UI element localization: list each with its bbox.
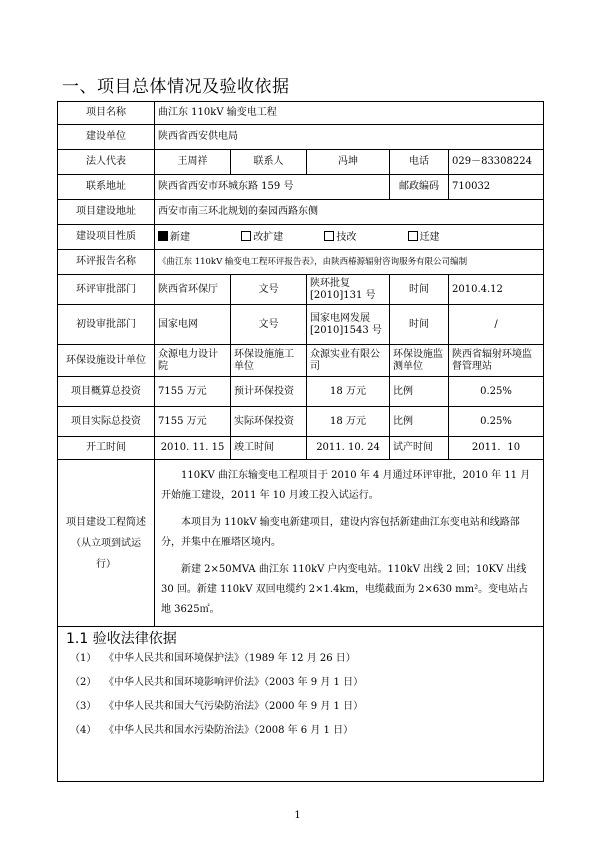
value-phone: 029－83308224 [449, 150, 544, 175]
row-build-unit [58, 125, 544, 150]
value-site: 西安市南三环北规划的秦园西路东侧 [155, 200, 544, 225]
checkbox-icon[interactable] [324, 231, 334, 241]
checkbox-icon[interactable] [408, 231, 418, 241]
value-start: 2010. 11. 15 [155, 437, 231, 460]
row-legal-basis [58, 627, 544, 782]
label-project-name: 项目名称 [58, 102, 155, 125]
legal-basis-heading: 1.1 验收法律依据 [66, 631, 177, 647]
value-prelim-dept: 国家电网 [155, 305, 231, 345]
value-legal-rep: 王周祥 [155, 150, 231, 175]
label-time: 时间 [390, 275, 449, 305]
description-paragraph-3: 新建 2×50MVA 曲江东 110kV 户内变电站。110kV 出线 2 回；10KV 出线 30 回。新建 110kV 双回电缆约 2×1.4km，电缆截面为 2×630 mm²。变电站占地 3625㎡。 [161, 564, 529, 615]
description-paragraph-1: 110KV 曲江东输变电工程项目于 2010 年 4 月通过环评审批，2010 年 11 月开始施工建设，2011 年 10 月竣工投入试运行。 [161, 470, 531, 501]
label-description: 项目建设工程简述（从立项到试运行） [58, 460, 155, 627]
row-description [58, 460, 544, 627]
option-renovate[interactable]: 技改 [324, 231, 404, 244]
value-actual-ratio: 0.25% [449, 407, 544, 437]
label-actual-ratio: 比例 [390, 407, 449, 437]
row-schedule [58, 437, 544, 460]
legal-item: （1） 《中华人民共和国环境保护法》（1989 年 12 月 26 日） [70, 653, 356, 664]
legal-basis-section [58, 627, 544, 782]
value-budget-env: 18 万元 [307, 377, 390, 407]
value-zip: 710032 [449, 175, 544, 200]
value-description [155, 460, 544, 627]
value-env-build: 众源实业有限公司 [307, 345, 390, 377]
label-actual: 项目实际总投资 [58, 407, 155, 437]
row-eia-name [58, 250, 544, 275]
value-eia-dept: 陕西省环保厅 [155, 275, 231, 305]
value-env-design: 众源电力设计院 [155, 345, 231, 377]
checkbox-checked-icon[interactable] [158, 231, 168, 241]
row-eia-approval [58, 275, 544, 305]
label-finish: 竣工时间 [231, 437, 307, 460]
label-contact: 联系人 [231, 150, 307, 175]
section-heading: 一、项目总体情况及验收依据 [62, 77, 290, 97]
label-legal-rep: 法人代表 [58, 150, 155, 175]
label-trial: 试产时间 [390, 437, 449, 460]
value-doc-no: 陕环批复[2010]131 号 [307, 275, 390, 305]
label-build-unit: 建设单位 [58, 125, 155, 150]
label-address: 联系地址 [58, 175, 155, 200]
project-info-table [57, 101, 544, 782]
label-nature: 建设项目性质 [58, 225, 155, 250]
value-budget-ratio: 0.25% [449, 377, 544, 407]
row-env-units [58, 345, 544, 377]
label-budget-env: 预计环保投资 [231, 377, 307, 407]
option-new[interactable]: 新建 [158, 231, 238, 244]
value-time: 2010.4.12 [449, 275, 544, 305]
label-prelim: 初设审批部门 [58, 305, 155, 345]
legal-item: （3） 《中华人民共和国大气污染防治法》（2000 年 9 月 1 日） [70, 701, 364, 712]
label-phone: 电话 [390, 150, 449, 175]
label-env-monitor: 环保设施监测单位 [390, 345, 449, 377]
row-budget [58, 377, 544, 407]
nature-options [155, 225, 544, 250]
value-finish: 2011. 10. 24 [307, 437, 390, 460]
value-actual-total: 7155 万元 [155, 407, 231, 437]
label-zip: 邮政编码 [390, 175, 449, 200]
value-env-monitor: 陕西省辐射环境监督管理站 [449, 345, 544, 377]
description-paragraph-2: 本项目为 110kV 输变电新建项目，建设内容包括新建曲江东变电站和线路部分，并集中在雁塔区境内。 [161, 517, 520, 548]
value-address: 陕西省西安市环城东路 159 号 [155, 175, 390, 200]
label-env-build: 环保设施施工单位 [231, 345, 307, 377]
value-build-unit: 陕西省西安供电局 [155, 125, 544, 150]
label-actual-env: 实际环保投资 [231, 407, 307, 437]
value-project-name: 曲江东 110kV 输变电工程 [155, 102, 544, 125]
value-trial: 2011．10 [449, 437, 544, 460]
value-prelim-time: / [449, 305, 544, 345]
label-budget: 项目概算总投资 [58, 377, 155, 407]
value-prelim-doc: 国家电网发展[2010]1543 号 [307, 305, 390, 345]
label-site: 项目建设地址 [58, 200, 155, 225]
legal-item: （4） 《中华人民共和国水污染防治法》（2008 年 6 月 1 日） [70, 725, 354, 736]
row-prelim-approval [58, 305, 544, 345]
label-start: 开工时间 [58, 437, 155, 460]
option-relocate[interactable]: 迁建 [408, 231, 488, 244]
legal-item: （2） 《中华人民共和国环境影响评价法》（2003 年 9 月 1 日） [70, 677, 364, 688]
value-contact: 冯坤 [307, 150, 390, 175]
label-env-design: 环保设施设计单位 [58, 345, 155, 377]
label-eia-name: 环评报告名称 [58, 250, 155, 275]
row-address [58, 175, 544, 200]
label-prelim-doc: 文号 [231, 305, 307, 345]
label-doc-no: 文号 [231, 275, 307, 305]
label-budget-ratio: 比例 [390, 377, 449, 407]
option-expand[interactable]: 改扩建 [241, 231, 321, 244]
value-budget-total: 7155 万元 [155, 377, 231, 407]
label-eia-approval: 环评审批部门 [58, 275, 155, 305]
row-actual [58, 407, 544, 437]
label-prelim-time: 时间 [390, 305, 449, 345]
page-number: 1 [294, 810, 301, 821]
row-project-name [58, 102, 544, 125]
value-actual-env: 18 万元 [307, 407, 390, 437]
row-nature [58, 225, 544, 250]
value-eia-name: 《曲江东 110kV 输变电工程环评报告表》，由陕西椿源辐射咨询服务有限公司编制 [155, 250, 544, 275]
row-site [58, 200, 544, 225]
row-legal-rep [58, 150, 544, 175]
checkbox-icon[interactable] [241, 231, 251, 241]
